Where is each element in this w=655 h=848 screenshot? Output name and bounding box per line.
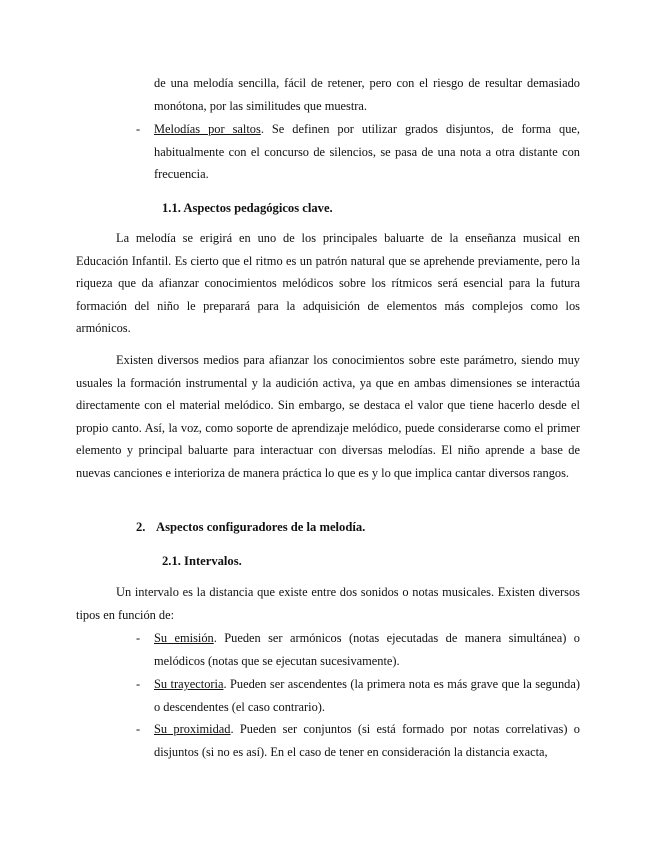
list-item-emision — [136, 627, 580, 672]
bullet-dash: - — [136, 631, 141, 645]
list-item-term: Melodías por saltos — [154, 122, 261, 136]
list-item-text — [154, 673, 580, 718]
bullet-dash: - — [136, 677, 141, 691]
list-item-term: Su emisión — [154, 631, 214, 645]
list-item-term: Su proximidad — [154, 722, 231, 736]
section-number: 2. — [136, 520, 146, 534]
paragraph-melodia-baluarte: La melodía se erigirá en uno de los principales baluarte de la enseñanza musical en Educación Infantil. Es cierto que el ritmo es un patrón natural que se aprehende previamente, pero la riqueza que da afianzar conocimientos melódicos sobre los rítmicos será esencial para la futura formación del niño le preparará para la adquisición de elementos más complejos como los armónicos. — [76, 231, 580, 336]
section-title: Aspectos configuradores de la melodía. — [156, 520, 366, 534]
paragraph-medios-afianzar: Existen diversos medios para afianzar los conocimientos sobre este parámetro, siendo muy usuales la formación instrumental y la audición activa, ya que en ambas dimensiones se interactúa directamente con el material melódico. Sin embargo, se destaca el valor que tiene hacerlo desde el propio canto. Así, la voz, como soporte de aprendizaje melódico, puede considerarse como el primer elemento y principal baluarte para interactuar con diversas melodías. El niño aprende a base de nuevas canciones e interioriza de manera práctica lo que es y lo que implica cantar diversos rangos. — [76, 353, 580, 480]
list-item-text — [154, 718, 580, 763]
section-heading-2-1: 2.1. Intervalos. — [162, 554, 242, 568]
list-item-description: . Pueden ser conjuntos (si está formado por notas correlativas) o disjuntos (si no es así). En el caso de tener en consideración la distancia exacta, — [154, 722, 580, 759]
paragraph-intervalo-definicion: Un intervalo es la distancia que existe entre dos sonidos o notas musicales. Existen diversos tipos en función de: — [76, 585, 580, 622]
list-item-description: . Pueden ser ascendentes (la primera nota es más grave que la segunda) o descendentes (el caso contrario). — [154, 677, 580, 714]
list-item-description: . Pueden ser armónicos (notas ejecutadas de manera simultánea) o melódicos (notas que se ejecutan sucesivamente). — [154, 631, 581, 668]
list-item-term: Su trayectoria — [154, 677, 224, 691]
list-item-melodias-por-saltos — [136, 118, 580, 186]
list-item-proximidad — [136, 718, 580, 763]
section-heading-2 — [136, 516, 365, 539]
continued-paragraph: de una melodía sencilla, fácil de retener, pero con el riesgo de resultar demasiado monótona, por las similitudes que muestra. — [154, 76, 580, 113]
section-heading-1-1: 1.1. Aspectos pedagógicos clave. — [162, 201, 333, 215]
list-item-trayectoria — [136, 673, 580, 718]
list-item-text — [154, 118, 580, 186]
list-item-description: . Se definen por utilizar grados disjuntos, de forma que, habitualmente con el concurso de silencios, se pasa de una nota a otra distante con frecuencia. — [154, 122, 580, 182]
list-item-text — [154, 627, 580, 672]
bullet-dash: - — [136, 722, 141, 736]
bullet-dash: - — [136, 122, 141, 136]
